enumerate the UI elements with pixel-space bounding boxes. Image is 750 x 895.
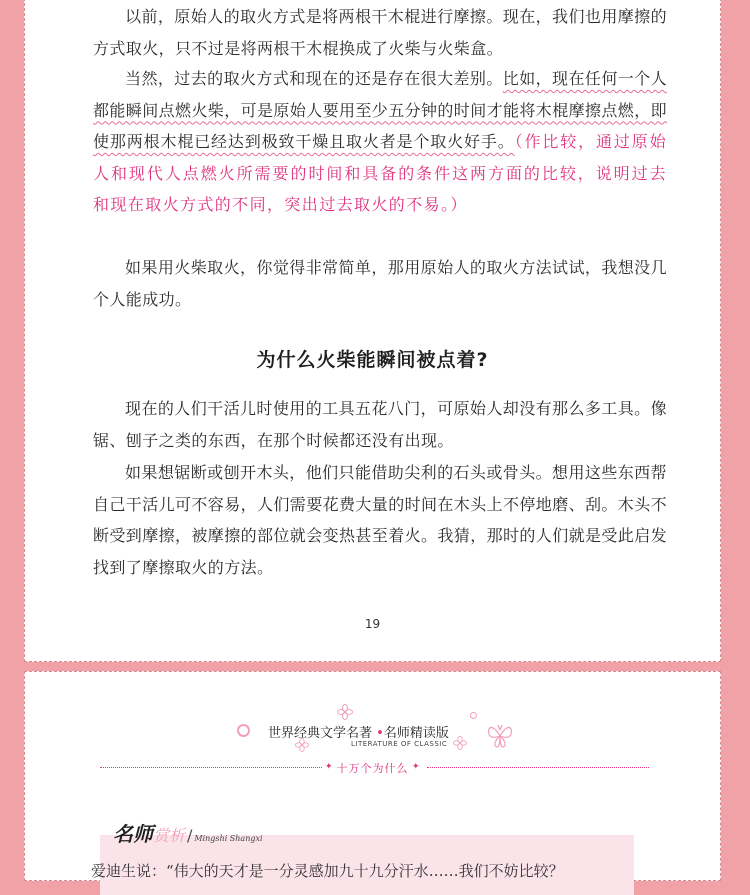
star-icon: ✦	[412, 762, 420, 772]
paragraph-4	[93, 393, 667, 456]
paragraph-5	[93, 457, 667, 583]
ring-decoration-icon	[237, 724, 250, 737]
paragraph-1-text: 以前，原始人的取火方式是将两根干木棍进行摩擦。现在，我们也用摩擦的方式取火，只不过是将两根干木棍换成了火柴与火柴盒。	[93, 7, 667, 58]
analysis-logo: 名师赏析 / Mingshi Shangxi	[113, 822, 263, 846]
paragraph-5-text: 如果想锯断或刨开木头，他们只能借助尖利的石头或骨头。想用这些东西帮自己干活儿可不容易，人们需要花费大量的时间在木头上不停地磨、刮。木头不断受到摩擦，被摩擦的部位就会变热甚至着火。我猜，那时的人们就是受此启发找到了摩擦取火的方法。	[93, 463, 668, 577]
book-page-19	[24, 0, 721, 662]
paragraph-2	[93, 63, 667, 221]
butterfly-icon	[485, 722, 515, 750]
paragraph-3	[93, 252, 667, 315]
analysis-text: 爱迪生说：“伟大的天才是一分灵感加九十九分汗水……我们不妨比较？	[76, 862, 564, 880]
paragraph-3-text: 如果用火柴取火，你觉得非常简单，那用原始人的取火方法试试，我想没几个人能成功。	[93, 258, 667, 309]
paragraph-4-text: 现在的人们干活儿时使用的工具五花八门，可原始人却没有那么多工具。像锯、刨子之类的东西，在那个时候都还没有出现。	[93, 399, 667, 450]
book-page-next	[24, 671, 721, 881]
series-title: 世界经典文学名著 •名师精读版	[268, 726, 449, 741]
section-tag: 十万个为什么	[336, 762, 409, 775]
flower-decoration-icon	[453, 736, 467, 750]
star-icon: ✦	[325, 762, 333, 772]
teacher-annotation: （作比较，通过原始人和现代人点燃火所需要的时间和具备的条件这两方面的比较，说明过去和现在取火方式的不同，突出过去取火的不易。）	[93, 132, 667, 214]
section-heading: 为什么火柴能瞬间被点着?	[256, 349, 489, 371]
flower-decoration-icon	[337, 704, 353, 720]
underlined-passage: 比如，现在任何一个人都能瞬间点燃火柴，可是原始人要用至少五分钟的时间才能将木棍摩擦点燃，即使那两根木棍已经达到极致干燥且取火者是个取火好手。	[93, 69, 668, 151]
series-subtitle: LITERATURE OF CLASSIC	[351, 740, 448, 748]
paragraph-1	[93, 1, 667, 64]
page-number: 19	[364, 617, 381, 631]
paragraph-2-text: 当然，过去的取火方式和现在的还是存在很大差别。	[125, 69, 503, 88]
divider-right	[427, 767, 649, 768]
small-ring-decoration-icon	[470, 712, 477, 719]
